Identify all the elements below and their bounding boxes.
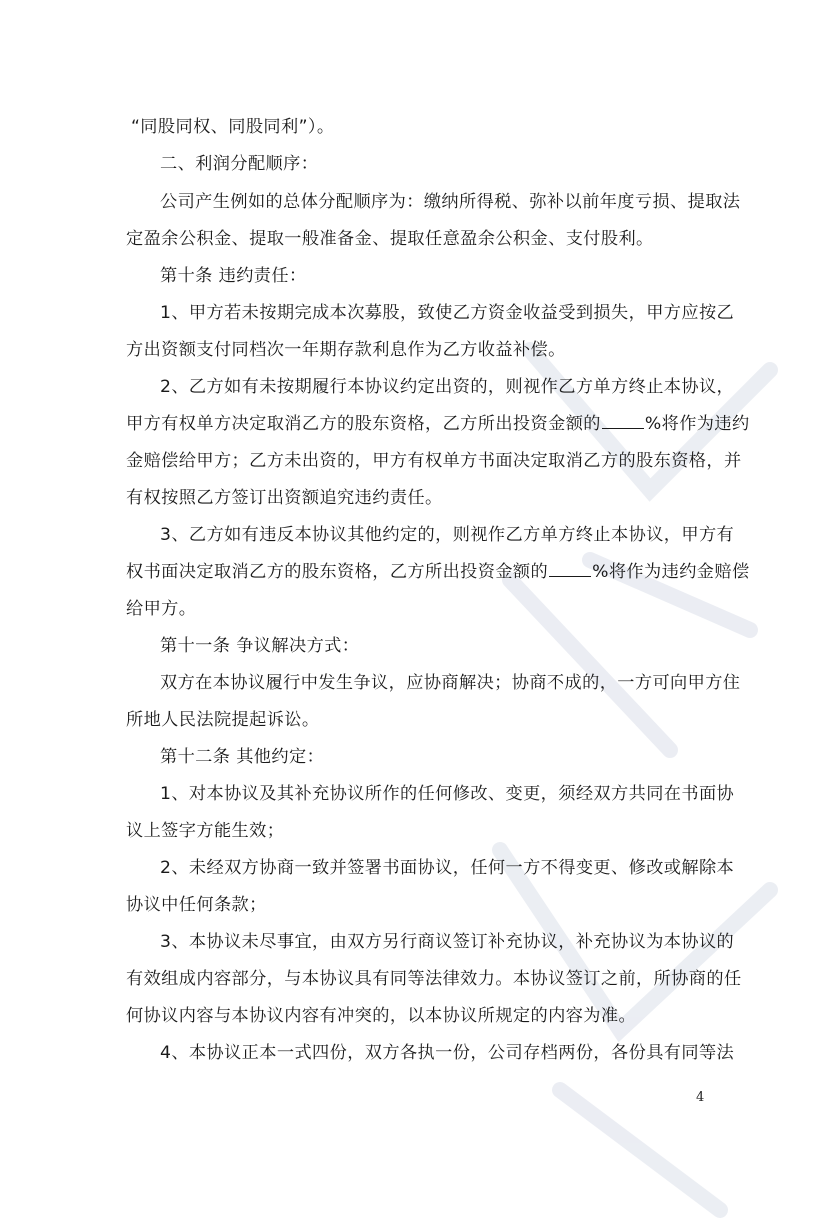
para-5-line-1: 1、甲方若未按期完成本次募股，致使乙方资金收益受到损失，甲方应按乙: [160, 303, 735, 323]
para-6-line-3: 金赔偿给甲方；乙方未出资的，甲方有权单方书面决定取消乙方的股东资格，并: [126, 451, 742, 471]
para-7-line-2-tail: %将作为违约金赔偿: [592, 562, 750, 582]
para-7-line-2: [126, 560, 750, 584]
page-number: 4: [696, 1090, 705, 1105]
para-11-line-1: 1、对本协议及其补充协议所作的任何修改、变更，须经双方共同在书面协: [160, 784, 735, 804]
para-7-line-3: 给甲方。: [126, 599, 197, 619]
para-14-line-1: 4、本协议正本一式四份，双方各执一份，公司存档两份，各份具有同等法: [160, 1043, 735, 1063]
para-6-line-4: 有权按照乙方签订出资额追究违约责任。: [126, 488, 443, 508]
para-6-line-2: [126, 412, 750, 436]
para-2-line-1: 二、利润分配顺序：: [160, 154, 319, 174]
para-12-line-1: 2、未经双方协商一致并签署书面协议，任何一方不得变更、修改或解除本: [160, 858, 735, 878]
para-11-line-2: 议上签字方能生效；: [126, 821, 285, 841]
para-9-line-2: 所地人民法院提起诉讼。: [126, 710, 320, 730]
para-9-line-1: 双方在本协议履行中发生争议，应协商解决；协商不成的，一方可向甲方住: [160, 673, 741, 693]
para-12-line-2: 协议中任何条款；: [126, 895, 267, 915]
para-5-line-2: 方出资额支付同档次一年期存款利息作为乙方收益补偿。: [126, 340, 566, 360]
percentage-blank: [549, 561, 591, 577]
para-7-line-1: 3、乙方如有违反本协议其他约定的，则视作乙方单方终止本协议，甲方有: [160, 525, 735, 545]
percentage-blank: [602, 413, 644, 429]
para-13-line-2: 有效组成内容部分，与本协议具有同等法律效力。本协议签订之前，所协商的任: [126, 969, 742, 989]
para-6-line-1: 2、乙方如有未按期履行本协议约定出资的，则视作乙方单方终止本协议，: [160, 377, 735, 397]
para-1-line-1: “同股同权、同股同利”）。: [131, 117, 335, 137]
para-6-line-2-text: 甲方有权单方决定取消乙方的股东资格，乙方所出投资金额的: [126, 414, 601, 434]
para-7-line-2-text: 权书面决定取消乙方的股东资格，乙方所出投资金额的: [126, 562, 549, 582]
para-3-line-2: 定盈余公积金、提取一般准备金、提取任意盈余公积金、支付股利。: [126, 229, 654, 249]
article-10-heading: 第十条 违约责任：: [160, 266, 307, 286]
para-3-line-1: 公司产生例如的总体分配顺序为：缴纳所得税、弥补以前年度亏损、提取法: [160, 192, 741, 212]
article-12-heading: 第十二条 其他约定：: [160, 747, 325, 767]
para-6-line-2-tail: %将作为违约: [644, 414, 750, 434]
para-13-line-3: 何协议内容与本协议内容有冲突的，以本协议所规定的内容为准。: [126, 1006, 637, 1026]
article-11-heading: 第十一条 争议解决方式：: [160, 636, 360, 656]
para-13-line-1: 3、本协议未尽事宜，由双方另行商议签订补充协议，补充协议为本协议的: [160, 932, 735, 952]
